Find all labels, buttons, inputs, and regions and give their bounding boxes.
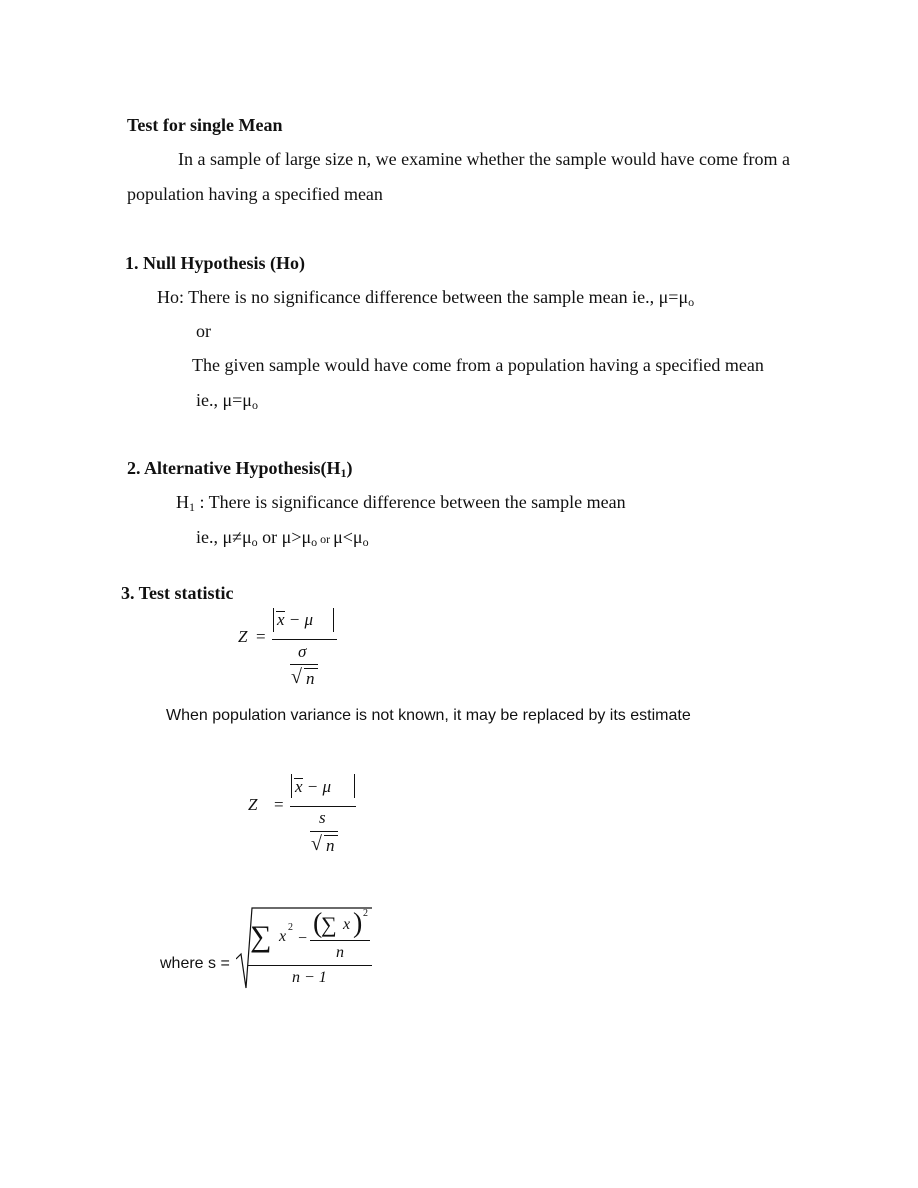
square-exponent: 2 — [363, 908, 368, 919]
equals-sign: = — [274, 795, 284, 814]
mu-naught-subscript: o — [688, 295, 695, 309]
alt-heading-subscript: 1 — [340, 466, 347, 480]
inner-fraction-bar — [310, 940, 370, 941]
alt-ie-or-small: or — [317, 532, 334, 546]
sqrt-icon: √ — [311, 833, 322, 855]
z-symbol: Z — [238, 627, 248, 646]
x-variable: x — [279, 928, 287, 945]
sum-icon: ∑ — [321, 912, 337, 937]
null-hypothesis-heading: 1. Null Hypothesis (Ho) — [125, 253, 306, 273]
equals-sign: = — [256, 627, 266, 646]
inner-denominator-n: n — [336, 944, 344, 961]
null-alt-statement: The given sample would have come from a population having a specified mean — [192, 355, 764, 375]
inner-fraction-bar — [290, 664, 318, 665]
paren-close: ) — [353, 908, 363, 939]
numerator: x − μ — [277, 610, 314, 629]
sigma-symbol: σ — [298, 642, 307, 661]
z-formula-s — [240, 768, 365, 863]
abs-bar-right — [333, 608, 334, 632]
abs-bar-left — [291, 774, 292, 798]
intro-line-2: population having a specified mean — [127, 184, 383, 204]
numerator: x − μ — [295, 777, 332, 796]
mu-naught-subscript: o — [251, 535, 258, 549]
alt-ie-or1: or μ>μ — [257, 527, 312, 547]
square-exponent: 2 — [288, 922, 293, 933]
null-ie-line — [196, 389, 258, 416]
alt-heading-prefix: 2. Alternative Hypothesis(H — [127, 458, 341, 478]
outer-fraction-bar — [248, 965, 372, 966]
z-symbol: Z — [248, 795, 258, 814]
mu-naught-subscript: o — [362, 535, 369, 549]
minus-sign: − — [298, 930, 308, 947]
alt-heading-suffix: ) — [346, 458, 353, 478]
sqrt-icon: √ — [291, 666, 302, 688]
sample-size-n: n — [306, 669, 315, 688]
h1-label: H — [176, 492, 189, 512]
outer-denominator: n − 1 — [292, 969, 327, 986]
x-variable: x — [343, 916, 351, 933]
alternative-hypothesis-heading — [127, 457, 353, 484]
alt-ie-prefix: ie., μ≠μ — [196, 527, 252, 547]
s-definition-formula — [158, 900, 378, 995]
paren-open: ( — [313, 908, 323, 939]
sample-size-n: n — [326, 836, 335, 855]
alternative-hypothesis-statement — [176, 491, 626, 518]
z-formula-sigma — [230, 600, 350, 695]
null-statement-text: Ho: There is no significance difference between the sample mean ie., μ=μ — [157, 287, 689, 307]
section-title: Test for single Mean — [127, 115, 283, 135]
variance-note: When population variance is not known, it may be replaced by its estimate — [166, 707, 691, 724]
alt-statement-text: : There is significance difference between the sample mean — [195, 492, 626, 512]
alternative-ie-line — [196, 526, 369, 553]
s-symbol: s — [319, 808, 326, 827]
sum-icon: ∑ — [250, 920, 272, 953]
where-s-label: where s = — [160, 955, 230, 972]
inner-fraction-bar — [310, 831, 338, 832]
abs-bar-right — [354, 774, 355, 798]
intro-line-1: In a sample of large size n, we examine whether the sample would have come from a — [178, 149, 790, 169]
fraction-bar — [290, 806, 356, 807]
test-statistic-heading: 3. Test statistic — [121, 583, 234, 603]
mu-naught-subscript: o — [311, 535, 318, 549]
alt-ie-lt: μ<μ — [333, 527, 363, 547]
null-ie-text: ie., μ=μ — [196, 390, 252, 410]
null-hypothesis-statement — [157, 286, 694, 313]
mu-naught-subscript: o — [251, 398, 258, 412]
abs-bar-left — [273, 608, 274, 632]
h1-subscript: 1 — [189, 500, 195, 514]
fraction-bar — [272, 639, 337, 640]
or-text: or — [196, 321, 211, 341]
